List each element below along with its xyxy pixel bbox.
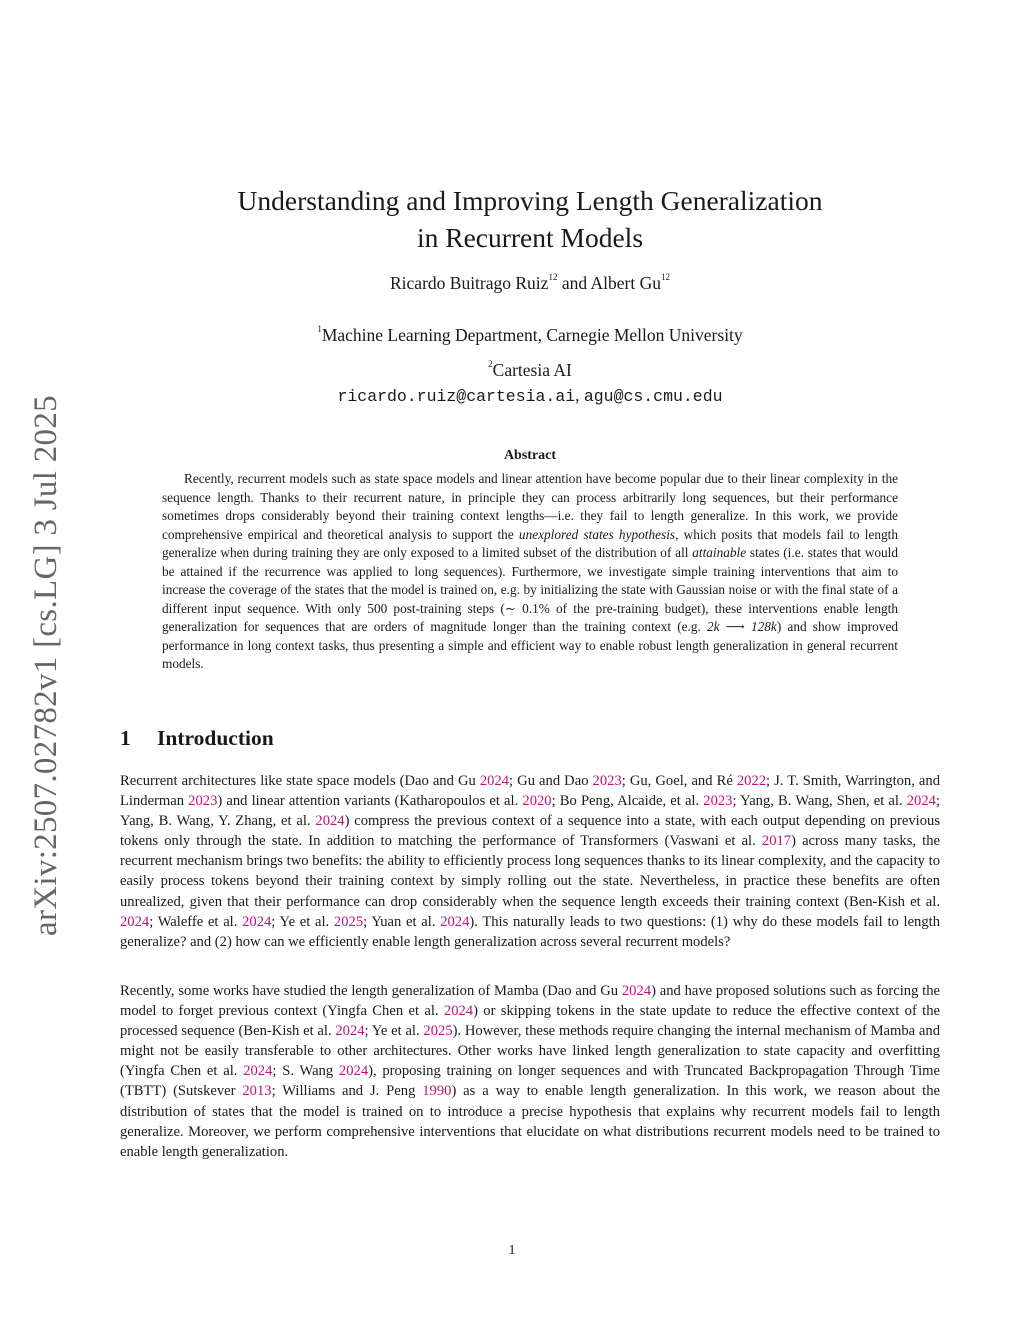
intro-paragraph-1 <box>120 771 940 952</box>
citation-link[interactable]: 2024 <box>315 813 345 830</box>
citation-link[interactable]: 2013 <box>242 1083 272 1100</box>
paragraph-text: ) across many tasks, the recurrent mechanism brings two benefits: the ability to efficiently process long sequences thanks to its linear complexity, and the capacity to easily process tokens beyond their training context by simply rolling out the state. Nevertheless, in practice these benefits are often unrealized, given that their performance can drop considerably when the sequence length exceeds their training context (Ben-Kish et al. <box>120 833 940 910</box>
abstract-text-4: ) and show improved performance in long context tasks, thus presenting a simple and efficient way to enable robust length generalization in general recurrent models. <box>162 619 898 671</box>
paragraph-text: ; J. T. Smith, Warrington, and Linderman <box>120 773 940 810</box>
author-conjunction: and <box>557 273 591 293</box>
affiliation-1 <box>120 324 940 346</box>
citation-link[interactable]: 2024 <box>479 773 510 789</box>
section-heading <box>120 726 274 751</box>
paragraph-text: ; Yang, B. Wang, Shen, et al. <box>732 793 907 810</box>
affiliation-1-text: Machine Learning Department, Carnegie Mellon University <box>321 325 743 345</box>
section-title: Introduction <box>157 726 274 750</box>
citation-link[interactable]: 2017 <box>761 833 792 850</box>
affiliation-2 <box>120 359 940 381</box>
citation-link[interactable]: 2024 <box>906 793 936 810</box>
citation-link[interactable]: 2025 <box>333 913 364 930</box>
citation-link[interactable]: 2024 <box>242 913 272 930</box>
abstract-body <box>162 470 898 674</box>
paragraph-text: ) or skipping tokens in the state update to reduce the effective context of the processed sequence (Ben-Kish et al. <box>120 1003 940 1040</box>
title-line-2: in Recurrent Models <box>416 222 644 253</box>
citation-link[interactable]: 2024 <box>443 1003 474 1020</box>
paragraph-text: ; Ye et al. <box>271 913 334 930</box>
author-2-affil: 12 <box>661 272 670 282</box>
author-emails <box>120 385 940 406</box>
affiliation-1-marker: 1 <box>317 324 322 334</box>
citation-link[interactable]: 2023 <box>592 773 622 789</box>
author-1-affil: 12 <box>548 272 558 282</box>
title-line-1: Understanding and Improving Length Generalization <box>237 185 823 216</box>
citation-link[interactable]: 2022 <box>736 773 767 789</box>
paragraph-text: ) and linear attention variants (Katharopoulos et al. <box>217 793 523 810</box>
citation-link[interactable]: 2024 <box>621 983 652 999</box>
arxiv-stamp <box>18 385 74 945</box>
citation-link[interactable]: 2024 <box>338 1063 369 1080</box>
paragraph-text: ; Gu and Dao <box>509 773 593 789</box>
paragraph-text: ; S. Wang <box>272 1063 339 1080</box>
paragraph-text: ), proposing training on longer sequences and with Truncated Backpropagation Through Time (TBTT) (Sutskever <box>120 1063 940 1100</box>
paragraph-text: Recurrent architectures like state space models (Dao and Gu <box>120 773 480 789</box>
abstract-math: 2k ⟶ 128k <box>707 619 777 634</box>
paragraph-text: ; Yuan et al. <box>363 913 441 930</box>
email-1[interactable]: ricardo.ruiz@cartesia.ai <box>337 387 576 406</box>
citation-link[interactable]: 2024 <box>440 913 470 930</box>
arxiv-stamp-text: arXiv:2507.02782v1 [cs.LG] 3 Jul 2025 <box>27 394 64 936</box>
paragraph-text: ; Waleffe et al. <box>149 913 243 930</box>
paper-title <box>120 182 940 256</box>
paragraph-text: ; Gu, Goel, and Ré <box>621 773 737 789</box>
abstract-emphasis-2: attainable <box>692 545 747 560</box>
citation-link[interactable]: 2024 <box>243 1063 273 1080</box>
affiliation-2-marker: 2 <box>488 359 493 369</box>
paragraph-text: ). This naturally leads to two questions: (1) why do these models fail to length generalize? and (2) how can we efficiently enable length generalization across several recurrent models? <box>120 913 940 950</box>
citation-link[interactable]: 1990 <box>422 1083 452 1100</box>
section-number: 1 <box>120 726 131 750</box>
abstract-text-2: , which posits that models fail to length generalize when during training they are only exposed to a limited subset of the distribution of all <box>162 526 898 560</box>
paragraph-text: ; Williams and J. Peng <box>271 1083 423 1100</box>
citation-link[interactable]: 2024 <box>120 913 150 930</box>
email-2[interactable]: agu@cs.cmu.edu <box>583 387 723 406</box>
paragraph-text: Recently, some works have studied the length generalization of Mamba (Dao and Gu <box>120 983 622 999</box>
email-separator: , <box>575 385 584 405</box>
author-2: Albert Gu <box>590 273 661 293</box>
paragraph-text: ) compress the previous context of a sequence into a state, with each output depending on previous tokens only through the state. In addition to matching the performance of Transformers (Vaswani et al. <box>120 813 941 850</box>
affiliation-2-text: Cartesia AI <box>492 360 572 380</box>
paragraph-text: ; Bo Peng, Alcaide, et al. <box>551 793 704 810</box>
citation-link[interactable]: 2023 <box>703 793 733 810</box>
paragraph-text: ; Ye et al. <box>364 1023 424 1040</box>
abstract-heading: Abstract <box>503 448 557 463</box>
author-list <box>120 272 940 294</box>
citation-link[interactable]: 2025 <box>423 1023 453 1040</box>
abstract-text-1: Recently, recurrent models such as state space models and linear attention have become popular due to their linear complexity in the sequence length. Thanks to their recurrent nature, in principle they can process arbitrarily long sequences, but their performance sometimes drops considerably beyond their training context lengths—i.e. they fail to length generalize. In this work, we provide comprehensive empirical and theoretical analysis to support the <box>162 471 898 542</box>
citation-link[interactable]: 2020 <box>522 793 552 810</box>
paragraph-text: ) and have proposed solutions such as forcing the model to forget previous context (Yingfa Chen et al. <box>120 983 940 1020</box>
intro-paragraph-2 <box>120 981 940 1162</box>
citation-link[interactable]: 2023 <box>188 793 218 810</box>
abstract-emphasis-1: unexplored states hypothesis <box>518 526 676 542</box>
paragraph-text: ) as a way to enable length generalization. In this work, we reason about the distribution of states that the model is trained on to introduce a precise hypothesis that explains why recurrent models fail to length generalize. Moreover, we perform comprehensive interventions that elucidate on what distributions recurrent models need to be trained to enable length generalization. <box>120 1083 940 1160</box>
author-1: Ricardo Buitrago Ruiz <box>390 273 549 293</box>
abstract-text-3: states (i.e. states that would be attained if the recurrence was applied to long sequences). Furthermore, we investigate simple training interventions that aim to increase the coverage of the states that the model is trained on, e.g. by initializing the state with Gaussian noise or with the final state of a different input sequence. With only 500 post-training steps (∼ 0.1% of the pre-training budget), these interventions enable length generalization for sequences that are orders of magnitude longer than the training context (e.g. <box>162 545 898 634</box>
paragraph-text: ). However, these methods require changing the internal mechanism of Mamba and might not be easily transferable to other architectures. Other works have linked length generalization to state capacity and overfitting (Yingfa Chen et al. <box>120 1023 940 1080</box>
paragraph-text: ; Yang, B. Wang, Y. Zhang, et al. <box>120 793 940 830</box>
citation-link[interactable]: 2024 <box>335 1023 365 1040</box>
page-number: 1 <box>508 1243 516 1258</box>
